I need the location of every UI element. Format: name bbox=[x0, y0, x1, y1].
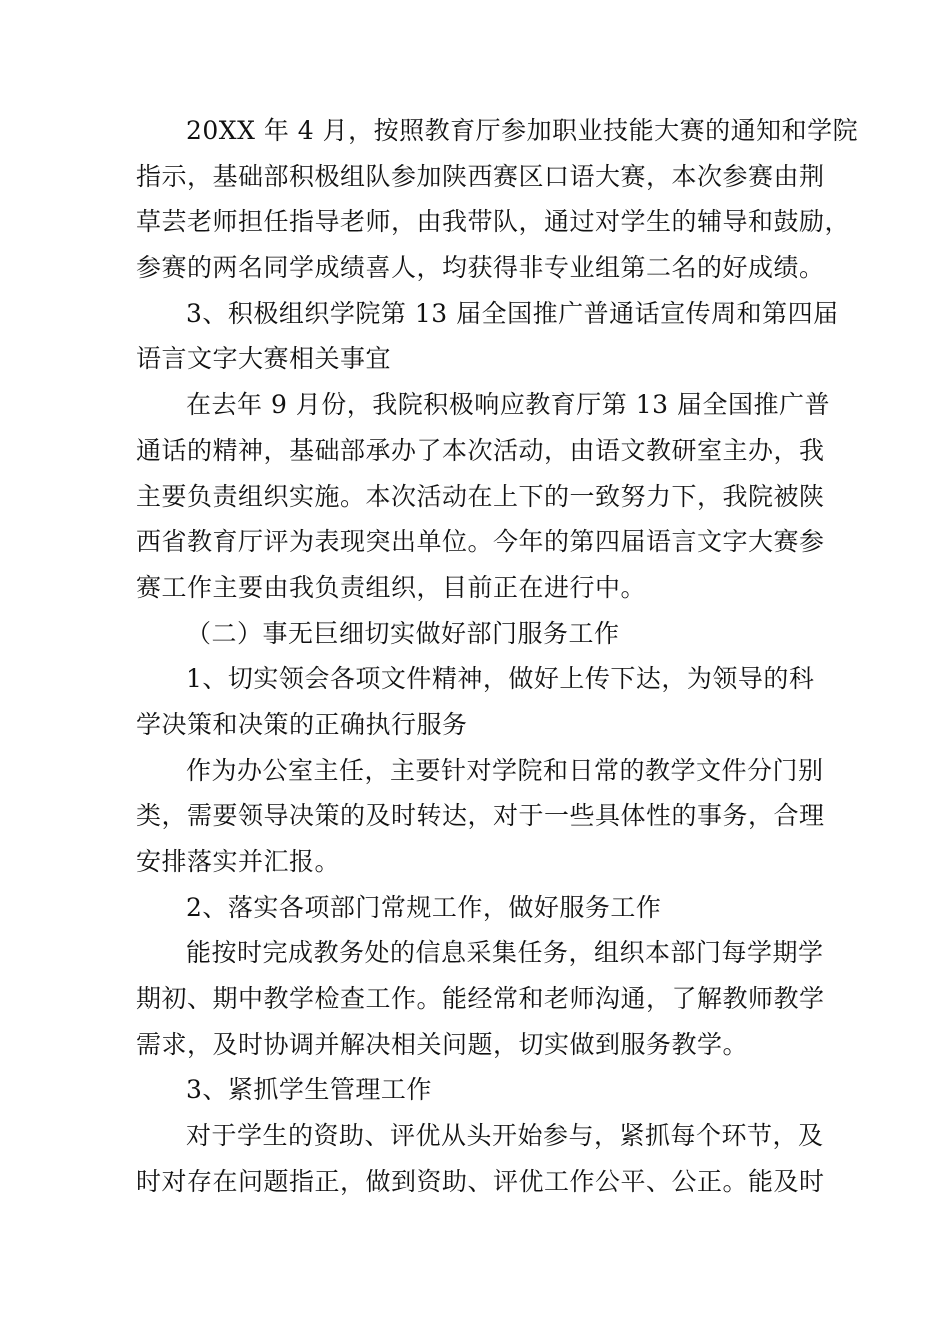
paragraph-line: 20XX 年 4 月，按照教育厅参加职业技能大赛的通知和学院 bbox=[186, 116, 859, 145]
paragraph-line: 类，需要领导决策的及时转达，对于一些具体性的事务，合理 bbox=[136, 801, 825, 831]
paragraph-line: 在去年 9 月份，我院积极响应教育厅第 13 届全国推广普 bbox=[186, 390, 831, 420]
paragraph-line: 期初、期中教学检查工作。能经常和老师沟通，了解教师教学 bbox=[136, 984, 825, 1014]
paragraph-line: 时对存在问题指正，做到资助、评优工作公平、公正。能及时 bbox=[136, 1166, 825, 1196]
section-heading-line: 2、落实各项部门常规工作，做好服务工作 bbox=[186, 892, 662, 922]
section-heading-line: 语言文字大赛相关事宜 bbox=[136, 344, 392, 374]
section-heading-line: 1、切实领会各项文件精神，做好上传下达，为领导的科 bbox=[186, 664, 815, 694]
paragraph-line: 赛工作主要由我负责组织，目前正在进行中。 bbox=[136, 572, 647, 602]
paragraph-line: 需求，及时协调并解决相关问题，切实做到服务教学。 bbox=[136, 1029, 749, 1059]
paragraph-line: 作为办公室主任，主要针对学院和日常的教学文件分门别 bbox=[186, 755, 824, 785]
section-heading-line: 3、紧抓学生管理工作 bbox=[186, 1075, 432, 1105]
section-heading-line: 3、积极组织学院第 13 届全国推广普通话宣传周和第四届 bbox=[186, 298, 839, 328]
section-heading-line: 学决策和决策的正确执行服务 bbox=[136, 709, 468, 739]
paragraph-line: 指示，基础部积极组队参加陕西赛区口语大赛，本次参赛由荆 bbox=[136, 161, 825, 191]
paragraph-line: 对于学生的资助、评优从头开始参与，紧抓每个环节，及 bbox=[186, 1121, 824, 1151]
paragraph-line: 草芸老师担任指导老师，由我带队，通过对学生的辅导和鼓励， bbox=[136, 207, 851, 237]
section-heading-line: （二）事无巨细切实做好部门服务工作 bbox=[186, 618, 620, 648]
document-body bbox=[136, 108, 859, 1205]
paragraph-line: 通话的精神，基础部承办了本次活动，由语文教研室主办，我 bbox=[136, 435, 825, 465]
paragraph-line: 主要负责组织实施。本次活动在上下的一致努力下，我院被陕 bbox=[136, 481, 825, 511]
paragraph-line: 能按时完成教务处的信息采集任务，组织本部门每学期学 bbox=[186, 938, 824, 968]
paragraph-line: 参赛的两名同学成绩喜人，均获得非专业组第二名的好成绩。 bbox=[136, 253, 825, 283]
paragraph-line: 西省教育厅评为表现突出单位。今年的第四届语言文字大赛参 bbox=[136, 527, 825, 557]
paragraph-line: 安排落实并汇报。 bbox=[136, 847, 341, 876]
